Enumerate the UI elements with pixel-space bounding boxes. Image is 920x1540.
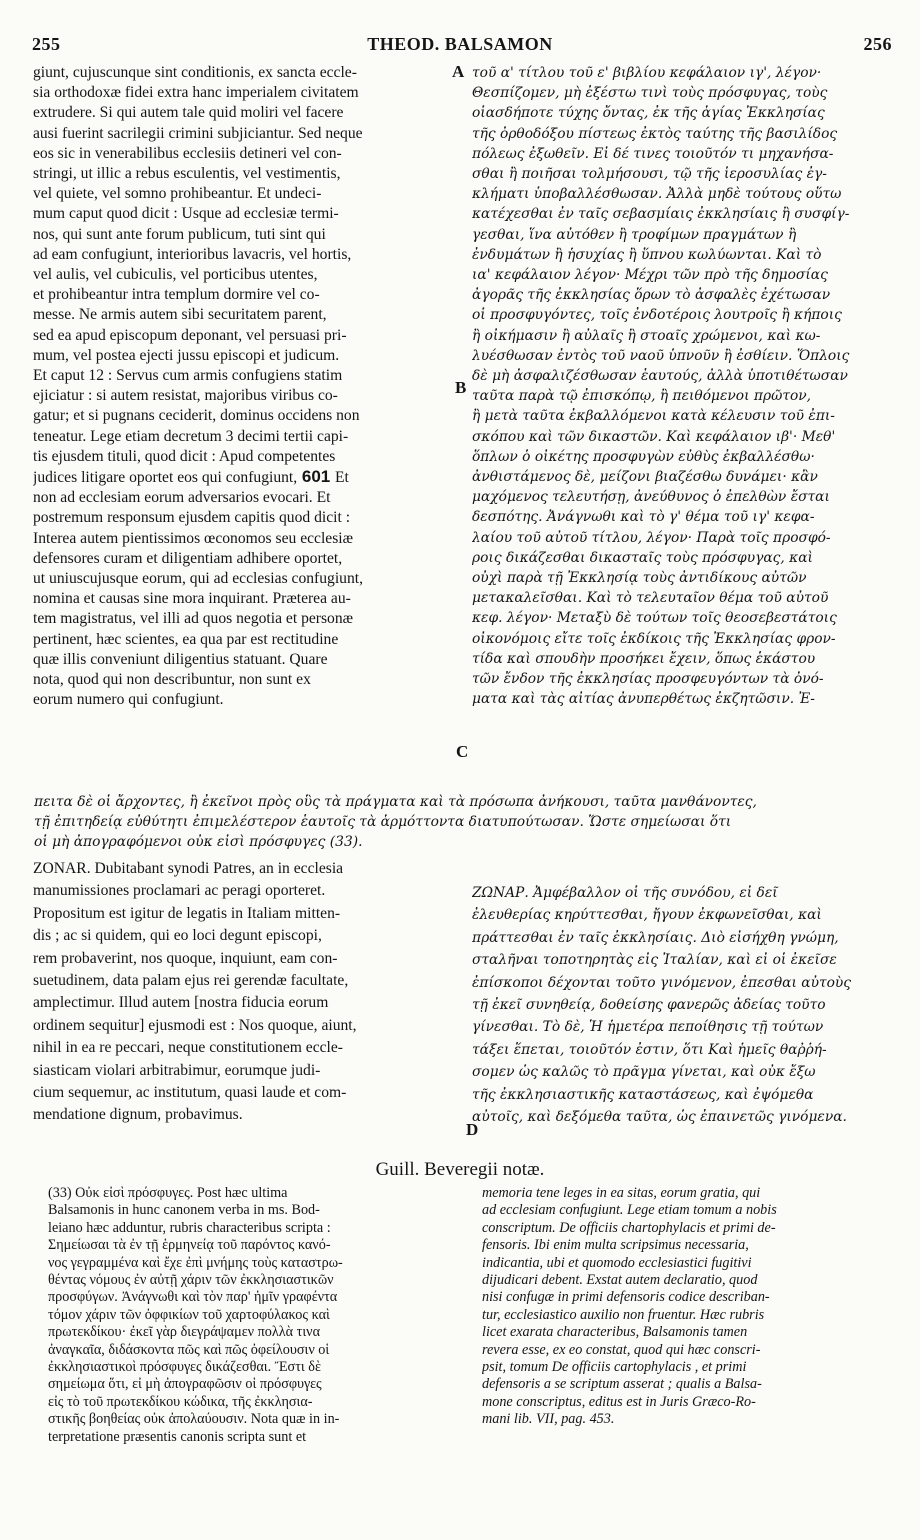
note-line: νος γεγραμμένα καὶ ἔχε ἐπὶ μνήμης τοὺς καταστρω- — [48, 1254, 343, 1271]
greek-line: πόλεως ἐξωθεῖν. Εἰ δέ τινες τοιοῦτόν τι μηχανήσα- — [472, 145, 834, 162]
greek-line: ὅπλων ὁ οἰκέτης προσφυγὼν εὐθὺς ἐκβαλλέσθω· — [472, 448, 815, 465]
margin-mark-d: D — [466, 1120, 479, 1139]
greek-spanning-line: πειτα δὲ οἱ ἄρχοντες, ἢ ἐκεῖνοι πρὸς οὓς τὰ πράγματα καὶ τὰ πρόσωπα ἀνήκουσι, ταῦτα μανθάνοντες, — [34, 794, 757, 810]
greek-line: κατέχεσθαι ἐν ταῖς σεβασμίαις ἐκκλησίαις ἢ συσφίγ- — [472, 206, 850, 223]
latin-line: vel aulis, vel cubiculis, vel porticibus utentes, — [33, 266, 318, 284]
greek-line: οἱασδήποτε τύχης ὄντας, ἐκ τῆς ἁγίας Ἐκκλησίας — [472, 105, 825, 122]
zonaras-latin-line: dis ; ac si quidem, qui eo loci degunt episcopi, — [33, 927, 322, 945]
greek-line: δεσπότης. Ἀνάγνωθι καὶ τὸ γ' θέμα τοῦ ιγ' κεφα- — [472, 509, 815, 526]
latin-line: non ad ecclesiam eorum adversarios evocari. Et — [33, 489, 331, 507]
notes-right-column — [482, 1185, 892, 1429]
greek-line: μαχόμενος τελευτήσῃ, ἀνεύθυνος ὁ ἐπελθὼν ἔσται — [472, 489, 830, 506]
note-line: (33) Οὐκ εἰσὶ πρόσφυγες. Post hæc ultima — [48, 1185, 288, 1201]
zonaras-latin — [33, 858, 453, 1127]
greek-line: κλήματι ὑποβαλλέσθωσαν. Ἀλλὰ μηδὲ τούτους οὕτω — [472, 186, 842, 203]
greek-line: μετακαλεῖσθαι. Καὶ τὸ τελευταῖον θέμα τοῦ αὐτοῦ — [472, 590, 829, 607]
latin-line: nota, quod qui non describuntur, non sunt ex — [33, 671, 311, 689]
greek-line: ἐνδυμάτων ἢ ἡσυχίας ἢ ὕπνου κωλύωνται. Καὶ τὸ — [472, 246, 822, 263]
zonaras-greek-line: σταλῆναι τοποτηρητὰς εἰς Ἰταλίαν, καὶ εἰ οἱ ἐκεῖσε — [472, 952, 837, 969]
notes-title: Guill. Beveregii notæ. — [375, 1159, 545, 1180]
latin-line: giunt, cujuscunque sint conditionis, ex sancta eccle- — [33, 64, 357, 81]
greek-line: Θεσπίζομεν, μὴ ἐξέστω τινὶ τοὺς πρόσφυγας, τοὺς — [472, 85, 828, 102]
zonaras-latin-line: manumissiones proclamari ac peragi oporteret. — [33, 882, 326, 900]
note-line: ἀναγκαῖα, διδάσκοντα πῶς καὶ πῶς ὀφείλουσιν οἱ — [48, 1341, 330, 1358]
note-line: θέντας νόμους ἐν αὐτῇ χάριν τῶν ἐκκλησιαστικῶν — [48, 1272, 334, 1289]
greek-line: ροις δικάζεσθαι δικασταῖς τοὺς πρόσφυγας, καὶ — [472, 549, 813, 566]
greek-line: οἱ προσφυγόντες, τοῖς ἐνδοτέροις λουτροῖς ἢ κήποις — [472, 307, 842, 324]
latin-line: extrudere. Si qui autem tale quid moliri vel facere — [33, 104, 344, 122]
zonaras-greek-line: τῆς ἐκκλησιαστικῆς καταστάσεως, καὶ ἐψόμεθα — [472, 1086, 814, 1103]
note-line: πρωτεκδίκου· ἐκεῖ γὰρ διεγράψαμεν πολλὰ τινα — [48, 1324, 321, 1341]
greek-line: ἀνθιστάμενος δὲ, μείζονι βιαζέσθω δυνάμει· κἂν — [472, 469, 818, 486]
greek-line: σκόπου καὶ τῶν δικαστῶν. Καὶ κεφάλαιον ιβ'· Μεθ' — [472, 428, 836, 445]
note-line: Σημείωσαι τὰ ἐν τῇ ἑρμηνείᾳ τοῦ παρόντος κανό- — [48, 1237, 331, 1254]
margin-mark-b: B — [455, 378, 467, 397]
latin-line: messe. Ne armis autem sibi securitatem parent, — [33, 306, 327, 324]
greek-spanning-line: οἱ μὴ ἀπογραφόμενοι οὐκ εἰσὶ πρόσφυγες (33). — [34, 834, 363, 851]
zonaras-greek-line: τάξει ἕπεται, τοιοῦτόν ἐστιν, ὅτι Καὶ ἡμεῖς θαῤῥή- — [472, 1041, 827, 1058]
greek-line: λυέσθωσαν ἐντὸς τοῦ ναοῦ ὑπνοῦν ἢ ἐσθίειν. Ὅπλοις — [472, 347, 850, 364]
zonaras-latin-line: siasticam violari arbitrabimur, eorumque judi- — [33, 1061, 321, 1079]
latin-line: ut uniuscujusque eorum, qui ad ecclesias confugiunt, — [33, 570, 363, 588]
note-line: mani lib. VII, pag. 453. — [482, 1411, 615, 1428]
greek-line: ἢ μετὰ ταῦτα ἐκβαλλόμενοι κατὰ κέλευσιν τοῦ ἐπι- — [472, 408, 835, 425]
latin-line: mum caput quod dicit : Usque ad ecclesiæ termi- — [33, 205, 339, 223]
zonaras-greek-line: ἐλευθερίας κηρύττεσθαι, ἤγουν ἐκφωνεῖσθαι, καὶ — [472, 907, 822, 924]
greek-line: ἢ οἰκήμασιν ἢ αὐλαῖς ἢ στοαῖς χρώμενοι, καὶ κω- — [472, 327, 821, 344]
note-line: licet exarata characteribus, Balsamonis tamen — [482, 1324, 748, 1341]
note-line: revera esse, ex eo constat, quod qui hæc conscri- — [482, 1341, 761, 1358]
latin-line: gatur; et si pugnans ceciderit, dominus occidens non — [33, 407, 360, 425]
greek-line: ταῦτα παρὰ τῷ ἐπισκόπῳ, ἢ πειθόμενοι πρῶτον, — [472, 388, 812, 405]
latin-column — [33, 63, 453, 711]
column-number: 601 — [297, 467, 335, 487]
greek-line: ματα καὶ τὰς αἰτίας ἀνυπερθέτως ἐκζητῶσιν. Ἐ- — [472, 691, 815, 708]
note-line: mone conscriptus, editus est in Juris Græco-Ro- — [482, 1393, 756, 1410]
greek-line: σθαι ἢ ποιῆσαι τολμήσουσι, τῷ τῆς ἱεροσυλίας ἐγ- — [472, 166, 827, 183]
greek-spanning-lines — [34, 792, 894, 853]
latin-line: ausi fuerint sacrilegii crimini subjiciantur. Sed neque — [33, 124, 363, 142]
page-number-left: 255 — [32, 34, 61, 54]
latin-line: tis ejusdem tituli, quod dicit : Apud competentes — [33, 447, 336, 465]
greek-line: λαίου τοῦ αὐτοῦ τίτλου, λέγον· Παρὰ τοῖς προσφό- — [472, 529, 831, 546]
note-line: ἐκκλησιαστικοὶ πρόσφυγες δικάζεσθαι. Ἔστι δὲ — [48, 1359, 321, 1376]
greek-line: ια' κεφάλαιον λέγον· Μέχρι τῶν πρὸ τῆς δημοσίας — [472, 267, 828, 284]
greek-line: δὲ μὴ ἀσφαλιζέσθωσαν ἑαυτούς, ἀλλὰ ὑποτιθέτωσαν — [472, 368, 848, 385]
note-line: στικῆς βοηθείας οὐκ ἀπολαύουσιν. Nota quæ in in- — [48, 1411, 340, 1428]
zonaras-latin-line: cium sequemur, ac institutum, quasi laude et com- — [33, 1084, 347, 1102]
zonaras-greek-line: αὐτοῖς, καὶ δεξόμεθα ταῦτα, ὡς ἐπαινετῶς γινόμενα. — [472, 1109, 847, 1126]
zonaras-latin-line: ordinem sequitur] ejusmodi est : Nos quoque, aiunt, — [33, 1016, 357, 1034]
margin-mark-a: A — [452, 62, 465, 81]
latin-line: postremum responsum ejusdem capitis quod dicit : — [33, 509, 351, 527]
zonaras-latin-line: ZONAR. Dubitabant synodi Patres, an in ecclesia — [33, 860, 344, 877]
running-title: THEOD. BALSAMON — [367, 34, 553, 54]
greek-line: τίδα καὶ σπουδὴν προσήκει ἔχειν, ὅπως ἑκάστου — [472, 650, 816, 667]
note-line: defensoris a se scriptum asserat ; qualis a Balsa- — [482, 1376, 762, 1393]
note-line: σημείωμα ὅτι, εἰ μὴ ἀπογραφῶσιν οἱ πρόσφυγες — [48, 1376, 322, 1393]
note-line: εἰς τὸ τοῦ πρωτεκδίκου κώδικα, τῆς ἐκκλησια- — [48, 1393, 313, 1410]
latin-line: Et caput 12 : Servus cum armis confugiens statim — [33, 367, 343, 385]
greek-column — [472, 63, 890, 710]
latin-line: stringi, ut illic a rebus esculentis, vel vestimentis, — [33, 165, 341, 183]
latin-line: vel quiete, vel somno prohibeantur. Et undeci- — [33, 185, 322, 203]
zonaras-greek — [472, 882, 890, 1128]
zonaras-latin-line: rem probaverint, nos quoque, inquiunt, eam con- — [33, 949, 338, 967]
note-line: indicantia, ubi et quomodo ecclesiastici fugitivi — [482, 1254, 752, 1271]
latin-line-suffix: Et — [334, 469, 349, 487]
latin-line: mum, vel postea ejecti jussu episcopi et judicum. — [33, 346, 340, 364]
note-line: leiano hæc adduntur, rubris characteribus scripta : — [48, 1219, 331, 1236]
zonaras-greek-line: πράττεσθαι ἐν ταῖς ἐκκλησίαις. Διὸ εἰσήχθη γνώμη, — [472, 929, 839, 946]
note-line: terpretatione præsentis canonis scripta sunt et — [48, 1428, 307, 1445]
greek-line: οὐχὶ παρὰ τῇ Ἐκκλησίᾳ τοὺς ἀντιδίκους αὐτῶν — [472, 570, 807, 587]
latin-line: sed ea apud episcopum deponant, vel persuasi pri- — [33, 326, 347, 344]
note-line: τόμον χάριν τῶν ὀφφικίων τοῦ χαρτοφύλακος καὶ — [48, 1306, 330, 1323]
note-line: memoria tene leges in ea sitas, eorum gratia, qui — [482, 1185, 761, 1201]
zonaras-greek-line: ΖΩΝΑΡ. Ἀμφέβαλλον οἱ τῆς συνόδου, εἰ δεῖ — [472, 885, 778, 901]
greek-line: τῶν ἔνδον τῆς ἐκκλησίας προσφευγόντων τὰ ὀνό- — [472, 671, 824, 688]
latin-line: eorum numero qui confugiunt. — [33, 691, 224, 709]
note-line: Balsamonis in hunc canonem verba in ms. Bod- — [48, 1202, 320, 1219]
latin-line: tem magistratus, vel illi ad quos negotia et personæ — [33, 610, 354, 628]
zonaras-latin-line: amplectimur. Illud autem [nostra fiducia eorum — [33, 994, 329, 1012]
latin-line: nos, qui sunt ante forum publicum, tuti sint qui — [33, 225, 326, 243]
latin-line: sia orthodoxæ fidei extra hanc imperialem civitatem — [33, 84, 359, 102]
latin-line: ejiciatur : si autem resistat, majoribus viribus co- — [33, 387, 338, 405]
greek-line: γεσθαι, ἵνα αὐτόθεν ἢ τροφίμων πραγμάτων ἢ — [472, 226, 797, 243]
latin-line: ad eam confugiunt, interioribus lavacris, vel hortis, — [33, 245, 352, 263]
note-line: psit, tomum De officiis cartophylacis , et primi — [482, 1359, 747, 1376]
greek-spanning-line: τῇ ἐπιτηδείᾳ εὐθύτητι ἐπιμελέστερον ἑαυτοῖς τὰ ἁρμόττοντα διατυπούτωσαν. Ὥστε σημείωσαι ὅτι — [34, 814, 732, 831]
zonaras-greek-line: σομεν ὡς καλῶς τὸ πρᾶγμα γίνεται, καὶ οὐκ ἔξω — [472, 1064, 816, 1081]
page-number-right: 256 — [863, 34, 892, 54]
note-line: ad ecclesiam confugiunt. Lege etiam tomum a nobis — [482, 1202, 777, 1219]
note-line: nisi confugæ in primi defensoris codice describan- — [482, 1289, 770, 1306]
latin-line: et prohibeantur intra templum dormire vel co- — [33, 286, 320, 304]
latin-line: Interea autem pientissimos œconomos seu ecclesiæ — [33, 529, 354, 547]
note-line: fensoris. Ibi enim multa scripsimus necessaria, — [482, 1237, 749, 1254]
greek-line: τοῦ α' τίτλου τοῦ ε' βιβλίου κεφάλαιον ιγ', λέγον· — [472, 65, 822, 81]
note-line: προσφύγων. Ἀνάγνωθι καὶ τὸν παρ' ἡμῖν γραφέντα — [48, 1289, 338, 1306]
zonaras-latin-line: Propositum est igitur de legatis in Italiam mitten- — [33, 904, 341, 922]
zonaras-greek-line: ἐπίσκοποι δέχονται τοῦτο γινόμενον, ἐπεσθαι αὐτοὺς — [472, 974, 852, 991]
notes-left-column — [48, 1185, 458, 1446]
greek-line: ἀγορᾶς τῆς ἐκκλησίας ὅρων τὸ ἀσφαλὲς ἐχέτωσαν — [472, 287, 831, 304]
zonaras-latin-line: mendatione dignum, probavimus. — [33, 1106, 243, 1124]
latin-line: pertinent, hæc scientes, ea qua par est rectitudine — [33, 630, 339, 648]
latin-line: quæ illis conveniunt diligentius statuant. Quare — [33, 650, 328, 668]
margin-mark-c: C — [456, 742, 469, 761]
latin-line: judices litigare oportet eos qui confugiunt, 601 Et — [33, 467, 349, 487]
latin-line: eos sic in venerabilibus ecclesiis detineri vel con- — [33, 144, 342, 162]
greek-line: οἰκονόμοις εἴτε τοῖς ἐκδίκοις τῆς Ἐκκλησίας φρον- — [472, 630, 836, 647]
greek-line: κεφ. λέγον· Μεταξὺ δὲ τούτων τοῖς θεοσεβεστάτοις — [472, 610, 837, 627]
note-line: tur, ecclesiastico auxilio non fruentur. Hæc rubris — [482, 1306, 765, 1323]
note-line: conscriptum. De officiis chartophylacis et primi de- — [482, 1219, 776, 1236]
latin-line: nomina et causas sine mora inquirant. Præterea au- — [33, 590, 351, 608]
note-line: dijudicari debent. Exstat autem declaratio, quod — [482, 1272, 758, 1289]
zonaras-greek-line: γίνεσθαι. Τὸ δὲ, Ἡ ἡμετέρα πεποίθησις τῇ τούτων — [472, 1019, 824, 1036]
zonaras-latin-line: suetudinem, data palam ejus rei gerendæ facultate, — [33, 972, 349, 990]
zonaras-latin-line: nihil in ea re peccari, neque constitutionem eccle- — [33, 1039, 344, 1057]
zonaras-greek-line: τῇ ἐκεῖ συνηθείᾳ, δοθείσης φανερῶς ἀδείας τοῦτο — [472, 997, 826, 1014]
latin-line: defensores curam et diligentiam adhibere oportet, — [33, 549, 343, 567]
greek-line: τῆς ὀρθοδόξου πίστεως ἐκτὸς ταύτης τῆς βασιλίδος — [472, 125, 838, 142]
latin-line: teneatur. Lege etiam decretum 3 decimi tertii capi- — [33, 427, 349, 445]
